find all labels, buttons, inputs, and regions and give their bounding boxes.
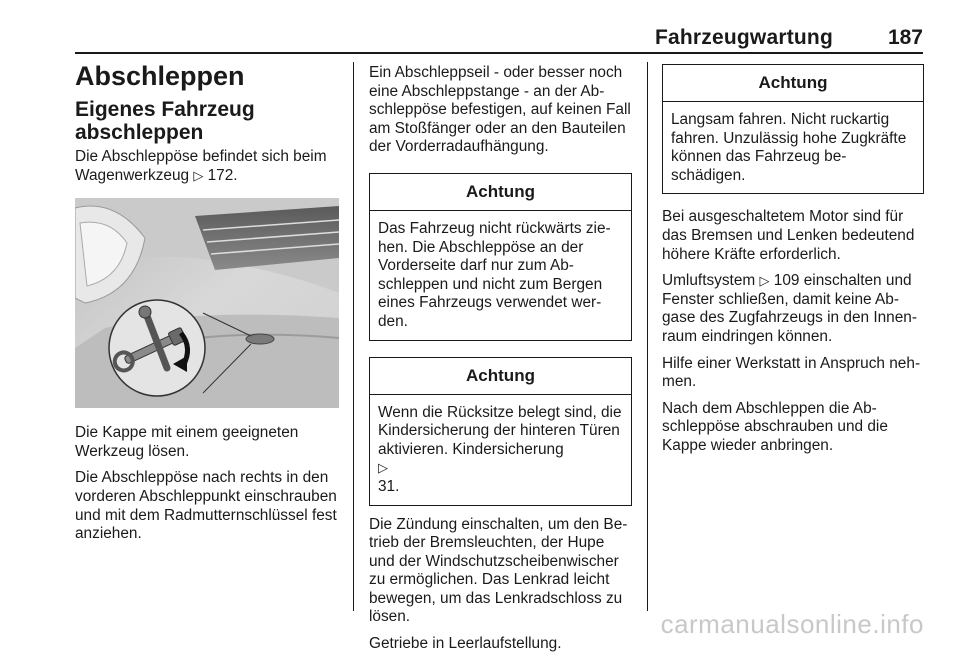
warning-box-1	[369, 173, 632, 341]
page-number: 187	[887, 26, 923, 49]
page-header	[75, 26, 923, 53]
arrow-right-icon: ▷	[759, 273, 770, 289]
cross-reference[interactable]	[760, 272, 800, 289]
header-rule	[75, 52, 923, 54]
warning-box-2	[369, 357, 632, 506]
warning-body	[370, 395, 631, 505]
warning-title: Achtung	[663, 65, 923, 102]
paragraph-attach-rope: Ein Abschleppseil - oder besser noch eine Abschleppstange - an der Abschleppöse befestigen, auf keinen Fall am Stoßfänger oder an den Bauteilen der Vorderradaufhängung.	[369, 64, 631, 156]
intro-text: Die Abschleppöse befindet sich beim Wagenwerkzeug	[75, 148, 327, 184]
ref-page: 31.	[378, 477, 400, 495]
sub-heading: Eigenes Fahrzeug abschleppen	[75, 98, 255, 144]
warning-title: Achtung	[370, 358, 631, 395]
warning-box-3	[662, 64, 924, 194]
tow-eye-image	[75, 198, 339, 408]
ref-page: 109	[773, 272, 800, 290]
warning-text: Langsam fahren. Nicht ruckartig fahren. Unzulässig hohe Zugkräfte können das Fahrzeug beschädigen.	[671, 111, 907, 184]
section-title: Fahrzeugwartung	[654, 26, 833, 49]
column-3	[662, 64, 924, 464]
tow-eye-illustration	[75, 198, 339, 408]
paragraph-neutral: Getriebe in Leerlaufstellung.	[369, 635, 562, 653]
watermark: carmanualsonline.info	[660, 609, 924, 639]
cross-reference[interactable]	[193, 167, 237, 184]
warning-body	[663, 102, 923, 193]
main-heading: Abschleppen	[75, 61, 245, 91]
paragraph-workshop: Hilfe einer Werkstatt in Anspruch nehmen.	[662, 354, 921, 391]
paragraph-remove-cap: Die Kappe mit einem geeigneten Werkzeug lösen.	[75, 424, 299, 460]
warning-title: Achtung	[370, 174, 631, 211]
paragraph-screw-in: Die Abschleppöse nach rechts in den vorderen Abschleppunkt einschrauben und mit dem Radmutternschlüssel fest anziehen.	[75, 469, 337, 543]
recirc-post: einschalten und Fenster schließen, damit keine Abgase des Zugfahrzeugs in den Innenraum eindringen können.	[662, 272, 917, 345]
paragraph-engine-off: Bei ausgeschaltetem Motor sind für das Bremsen und Lenken bedeutend höhere Kräfte erforderlich.	[662, 208, 915, 263]
recirc-pre: Umluftsystem	[662, 272, 756, 290]
warning-text: Wenn die Rücksitze belegt sind, die Kindersicherung der hinteren Türen aktivieren. Kindersicherung	[378, 403, 622, 458]
column-2	[369, 64, 632, 662]
paragraph-ignition: Die Zündung einschalten, um den Betrieb der Bremsleuchten, der Hupe und der Windschutzscheibenwischer zu ermöglichen. Das Lenkrad leicht bewegen, um das Lenkradschloss zu lösen.	[369, 515, 628, 626]
intro-paragraph	[75, 148, 341, 185]
arrow-right-icon: ▷	[193, 167, 204, 183]
column-divider-1	[353, 62, 354, 611]
column-divider-2	[647, 62, 648, 611]
arrow-right-icon: ▷	[378, 460, 388, 476]
ref-page: 172.	[207, 166, 238, 184]
cross-reference[interactable]	[378, 459, 623, 496]
paragraph-recirculation	[662, 272, 924, 346]
paragraph-after-towing: Nach dem Abschleppen die Abschleppöse abschrauben und die Kappe wieder anbringen.	[662, 399, 888, 454]
warning-body	[370, 211, 631, 340]
column-1	[75, 60, 341, 552]
warning-text: Das Fahrzeug nicht rückwärts ziehen. Die Abschleppöse an der Vorderseite darf nur zum Abschleppen und nicht zum Bergen eines Fahrzeugs verwendet werden.	[378, 219, 611, 330]
